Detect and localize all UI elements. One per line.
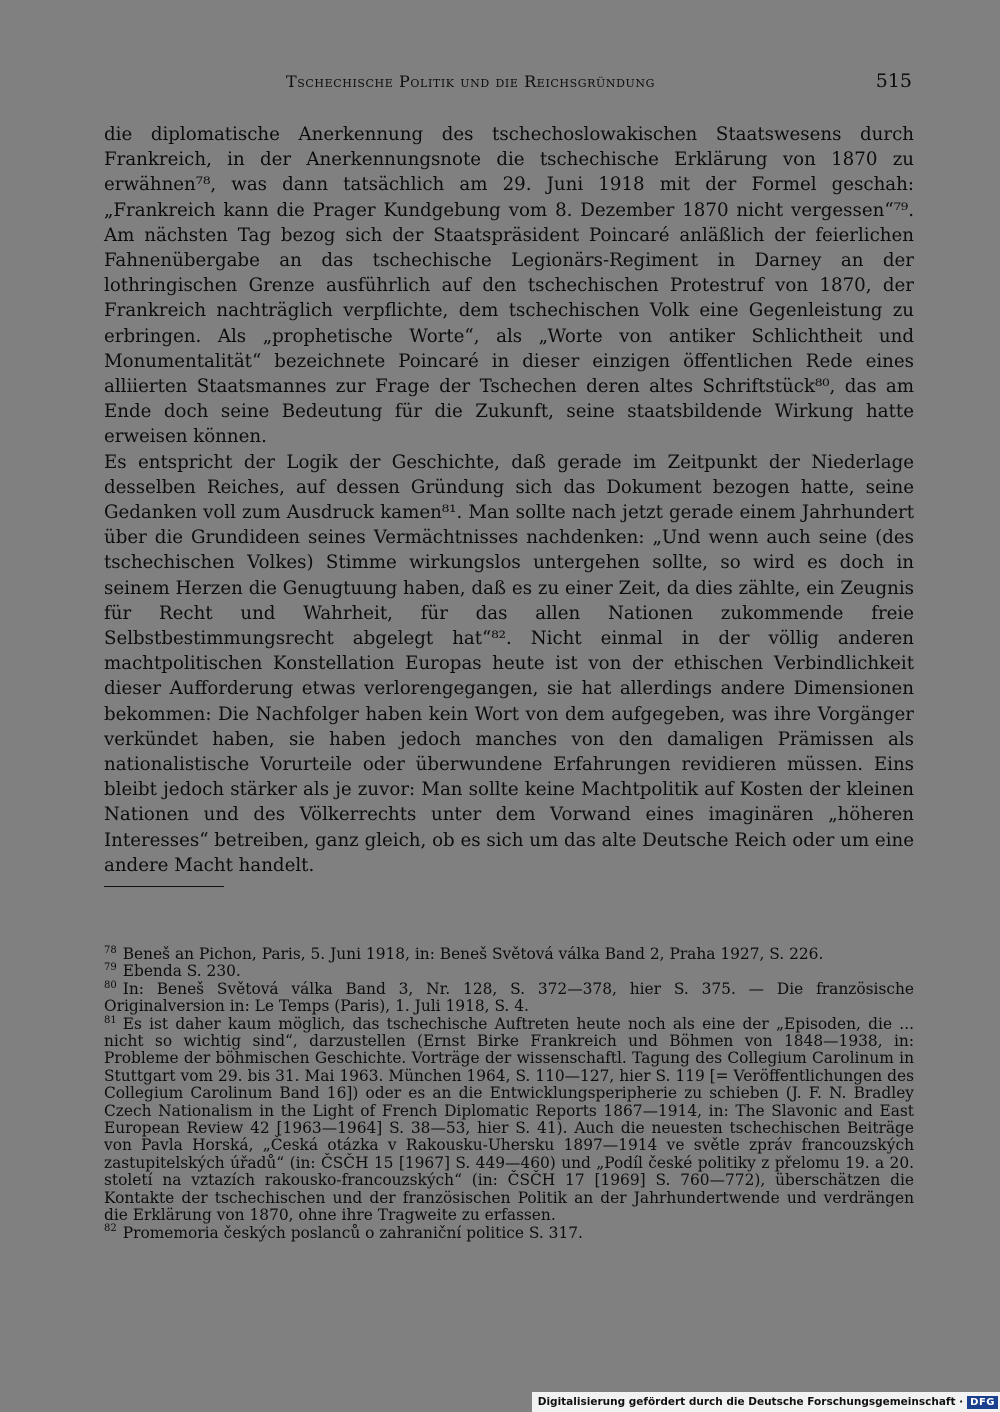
footnote-text: In: Beneš Světová válka Band 3, Nr. 128, S. 372—378, hier S. 375. — Die französische Originalversion in: Le Temps (Paris), 1. Juli 1918, S. 4. — [104, 979, 914, 1016]
footnote-number: 81 — [104, 1014, 117, 1026]
dfg-logo: DFG — [967, 1396, 998, 1409]
main-text — [104, 122, 914, 878]
footnote-text: Promemoria českých poslanců o zahraniční politice S. 317. — [122, 1223, 583, 1242]
footnotes — [104, 946, 914, 1242]
paragraph-1: die diplomatische Anerkennung des tschechoslowakischen Staatswesens durch Frankreich, in der Anerkennungsnote die tschechische Erklärung von 1870 zu erwähnen⁷⁸, was dann tatsächlich am 29. Juni 1918 mit der Formel geschah: „Frankreich kann die Prager Kundgebung vom 8. Dezember 1870 nicht vergessen“⁷⁹. Am nächsten Tag bezog sich der Staatspräsident Poincaré anläßlich der feierlichen Fahnenübergabe an das tschechische Legionärs-Regiment in Darney an der lothringischen Grenze ausführlich auf den tschechischen Protestruf von 1870, der Frankreich nachträglich verpflichte, dem tschechischen Volk eine Gegenleistung zu erbringen. Als „prophetische Worte“, als „Worte von antiker Schlichtheit und Monumentalität“ bezeichnete Poincaré in dieser einzigen öffentlichen Rede eines alliierten Staatsmannes zur Frage der Tschechen deren altes Schriftstück⁸⁰, das am Ende doch seine Bedeutung für die Zukunft, seine staatsbildende Wirkung hatte erweisen können. — [104, 124, 914, 448]
page-number: 515 — [875, 70, 912, 92]
running-title: Tschechische Politik und die Reichsgründung — [286, 72, 655, 91]
footnote-text: Beneš an Pichon, Paris, 5. Juni 1918, in: Beneš Světová válka Band 2, Praha 1927, S. 226. — [122, 945, 824, 963]
footnote-80 — [104, 981, 914, 1016]
footnote-82 — [104, 1225, 914, 1242]
footnote-81 — [104, 1016, 914, 1225]
footnote-79 — [104, 963, 914, 980]
footnote-number: 80 — [104, 979, 117, 991]
footnote-separator — [104, 886, 224, 887]
paragraph-2: Es entspricht der Logik der Geschichte, daß gerade im Zeitpunkt der Niederlage desselben Reiches, auf dessen Gründung sich das Dokument bezogen hatte, seine Gedanken voll zum Ausdruck kamen⁸¹. Man sollte nach jetzt gerade einem Jahrhundert über die Grundideen seines Vermächtnisses nachdenken: „Und wenn auch seine (des tschechischen Volkes) Stimme wirkungslos untergehen sollte, so wird es doch in seinem Herzen die Genugtuung haben, daß es zu einer Zeit, da dies zählte, ein Zeugnis für Recht und Wahrheit, für das allen Nationen zukommende freie Selbstbestimmungsrecht abgelegt hat“⁸². Nicht einmal in der völlig anderen machtpolitischen Konstellation Europas heute ist von der ethischen Verbindlichkeit dieser Aufforderung etwas verlorengegangen, sie hat allerdings andere Dimensionen bekommen: Die Nachfolger haben kein Wort von dem aufgegeben, was ihre Vorgänger verkündet haben, sie haben jedoch manches von den damaligen Prämissen als nationalistische Vorurteile oder überwundene Erfahrungen revidieren müssen. Eins bleibt jedoch stärker als je zuvor: Man sollte keine Machtpolitik auf Kosten der kleinen Nationen und des Völkerrechts unter dem Vorwand eines imaginären „höheren Interesses“ betreiben, ganz gleich, ob es sich um das alte Deutsche Reich oder um eine andere Macht handelt. — [104, 451, 914, 876]
footnote-number: 82 — [104, 1223, 117, 1235]
footnote-text: Ebenda S. 230. — [122, 962, 241, 981]
funding-note: Digitalisierung gefördert durch die Deutsche Forschungsgemeinschaft · — [537, 1396, 964, 1408]
footnote-78 — [104, 946, 914, 963]
footnote-text: Es ist daher kaum möglich, das tschechische Auftreten heute noch als eine der „Episoden, die ... nicht so wichtig sind“, darzustellen (Ernst Birke Frankreich und Böhmen von 1848—1938, in: Probleme der böhmischen Geschichte. Vorträge der wissenschaftl. Tagung des Collegium Carolinum in Stuttgart vom 29. bis 31. Mai 1963. München 1964, S. 110—127, hier S. 119 [= Veröffentlichungen des Collegium Carolinum Band 16]) oder es an die Entwicklungsperipherie zu schieben (J. F. N. Bradley Czech Nationalism in the Light of French Diplomatic Reports 1867—1914, in: The Slavonic and East European Review 42 [1963—1964] S. 38—53, hier S. 41). Auch die neuesten tschechischen Beiträge von Pavla Horská, „Česká otázka v Rakousku-Uhersku 1897—1914 ve světle zpráv francouzských zastupitelských úřadů“ (in: ČSČH 15 [1967] S. 449—460) und „Podíl české politiky z přelomu 19. a 20. století na vztazích rakousko-francouzských“ (in: ČSČH 17 [1969] S. 760—772), überschätzen die Kontakte der tschechischen und der französischen Politik an der Jahrhundertwende und verdrängen die Erklärung von 1870, ohne ihre Tragweite zu erfassen. — [104, 1014, 914, 1225]
page-header — [104, 70, 912, 100]
digitization-footer — [532, 1392, 1000, 1412]
footnote-number: 78 — [104, 944, 117, 956]
footnote-number: 79 — [104, 962, 117, 974]
